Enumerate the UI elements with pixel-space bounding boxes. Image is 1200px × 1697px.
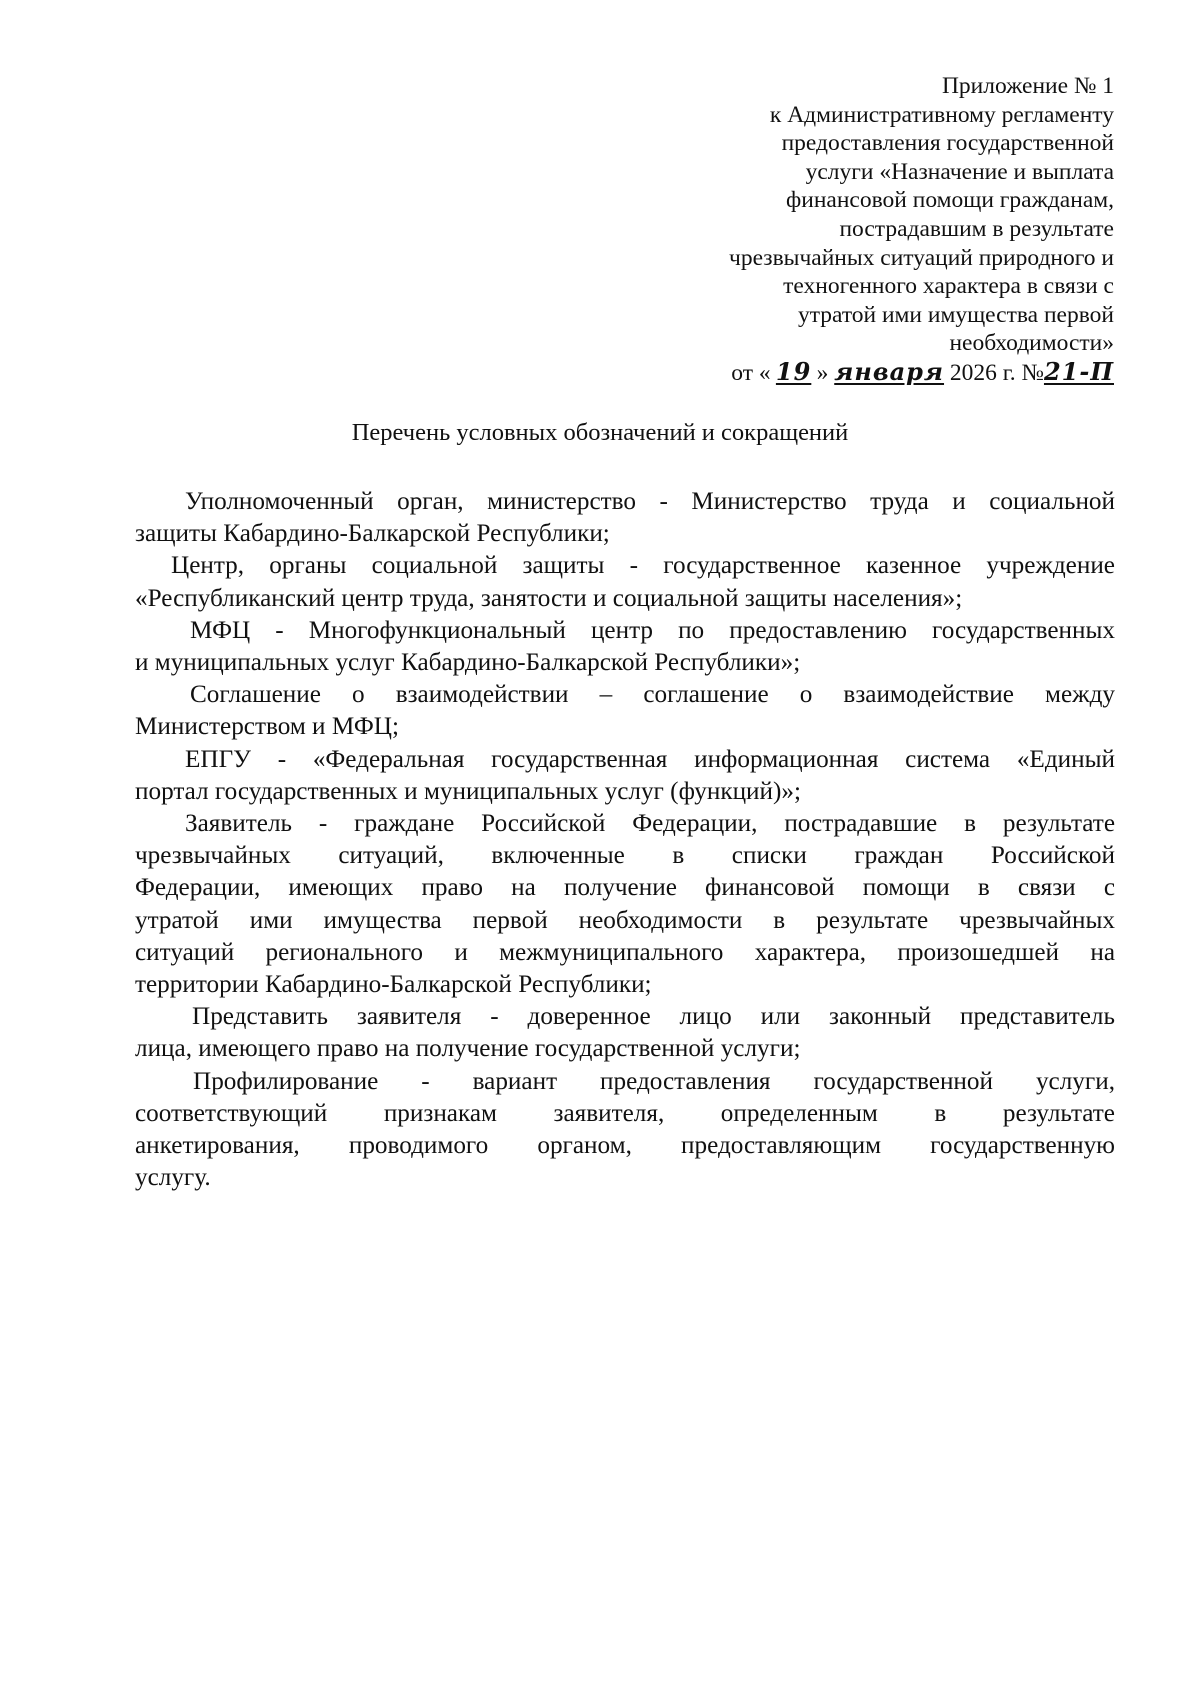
- appendix-line: Приложение № 1: [941, 73, 1114, 99]
- appendix-line: пострадавшим в результате: [839, 215, 1114, 242]
- appendix-line: к Административному регламенту: [769, 101, 1114, 128]
- text-line: Министерством и МФЦ;: [135, 713, 399, 741]
- text-line: портал государственных и муниципальных услуг (функций)»;: [135, 777, 801, 805]
- appendix-header: [594, 72, 1114, 388]
- text-line: чрезвычайных ситуаций, включенные в списки граждан Российской: [135, 842, 1115, 870]
- appendix-line: утратой ими имущества первой: [797, 301, 1114, 328]
- definition-paragraph: [135, 1066, 1115, 1195]
- document-date-line: [594, 358, 1114, 388]
- handwritten-day: 19: [775, 356, 812, 386]
- text-line: защиты Кабардино-Балкарской Республики;: [135, 520, 610, 548]
- definition-paragraph: [135, 808, 1115, 1001]
- text-line: утратой ими имущества первой необходимости в результате чрезвычайных: [135, 906, 1115, 934]
- date-mid: »: [816, 359, 829, 386]
- definition-paragraph: [135, 486, 1115, 550]
- text-line: «Республиканский центр труда, занятости и социальной защиты населения»;: [135, 584, 963, 612]
- document-title: Перечень условных обозначений и сокращений: [351, 419, 849, 446]
- date-year: 2026 г.: [949, 359, 1016, 386]
- definition-paragraph: [135, 744, 1115, 808]
- text-line: Федерации, имеющих право на получение финансовой помощи в связи с: [135, 874, 1115, 902]
- handwritten-number: 21-П: [1043, 356, 1114, 386]
- appendix-line: техногенного характера в связи с: [783, 273, 1114, 300]
- text-line: услугу.: [135, 1164, 211, 1192]
- appendix-line: финансовой помощи гражданам,: [786, 187, 1114, 214]
- text-line: соответствующий признакам заявителя, определенным в результате: [135, 1099, 1115, 1127]
- appendix-line: услуги «Назначение и выплата: [805, 158, 1114, 185]
- text-line: Заявитель - граждане Российской Федерации, пострадавшие в результате: [185, 810, 1115, 838]
- text-line: и муниципальных услуг Кабардино-Балкарской Республики»;: [135, 649, 801, 677]
- text-line: ЕПГУ - «Федеральная государственная информационная система «Единый: [185, 745, 1115, 773]
- definitions-list: [135, 486, 1115, 1194]
- text-line: территории Кабардино-Балкарской Республики;: [135, 971, 652, 999]
- text-line: Центр, органы социальной защиты - государственное казенное учреждение: [171, 552, 1115, 580]
- definition-paragraph: [135, 615, 1115, 679]
- definition-paragraph: [135, 550, 1115, 614]
- number-prefix: №: [1021, 359, 1044, 386]
- definition-paragraph: [135, 679, 1115, 743]
- appendix-line: предоставления государственной: [781, 130, 1114, 157]
- appendix-line: необходимости»: [949, 330, 1114, 357]
- text-line: Профилирование - вариант предоставления государственной услуги,: [193, 1067, 1115, 1095]
- handwritten-month: января: [834, 356, 945, 386]
- text-line: анкетирования, проводимого органом, предоставляющим государственную: [135, 1132, 1115, 1160]
- text-line: Уполномоченный орган, министерство - Министерство труда и социальной: [185, 488, 1115, 515]
- text-line: Соглашение о взаимодействии – соглашение о взаимодействие между: [190, 681, 1115, 709]
- text-line: ситуаций регионального и межмуниципального характера, произошедшей на: [135, 938, 1115, 966]
- text-line: лица, имеющего право на получение государственной услуги;: [135, 1035, 801, 1063]
- appendix-line: чрезвычайных ситуаций природного и: [729, 244, 1114, 271]
- definition-paragraph: [135, 1001, 1115, 1065]
- text-line: Представить заявителя - доверенное лицо или законный представитель: [192, 1003, 1115, 1031]
- date-prefix: от «: [731, 359, 771, 386]
- text-line: МФЦ - Многофункциональный центр по предоставлению государственных: [190, 616, 1115, 644]
